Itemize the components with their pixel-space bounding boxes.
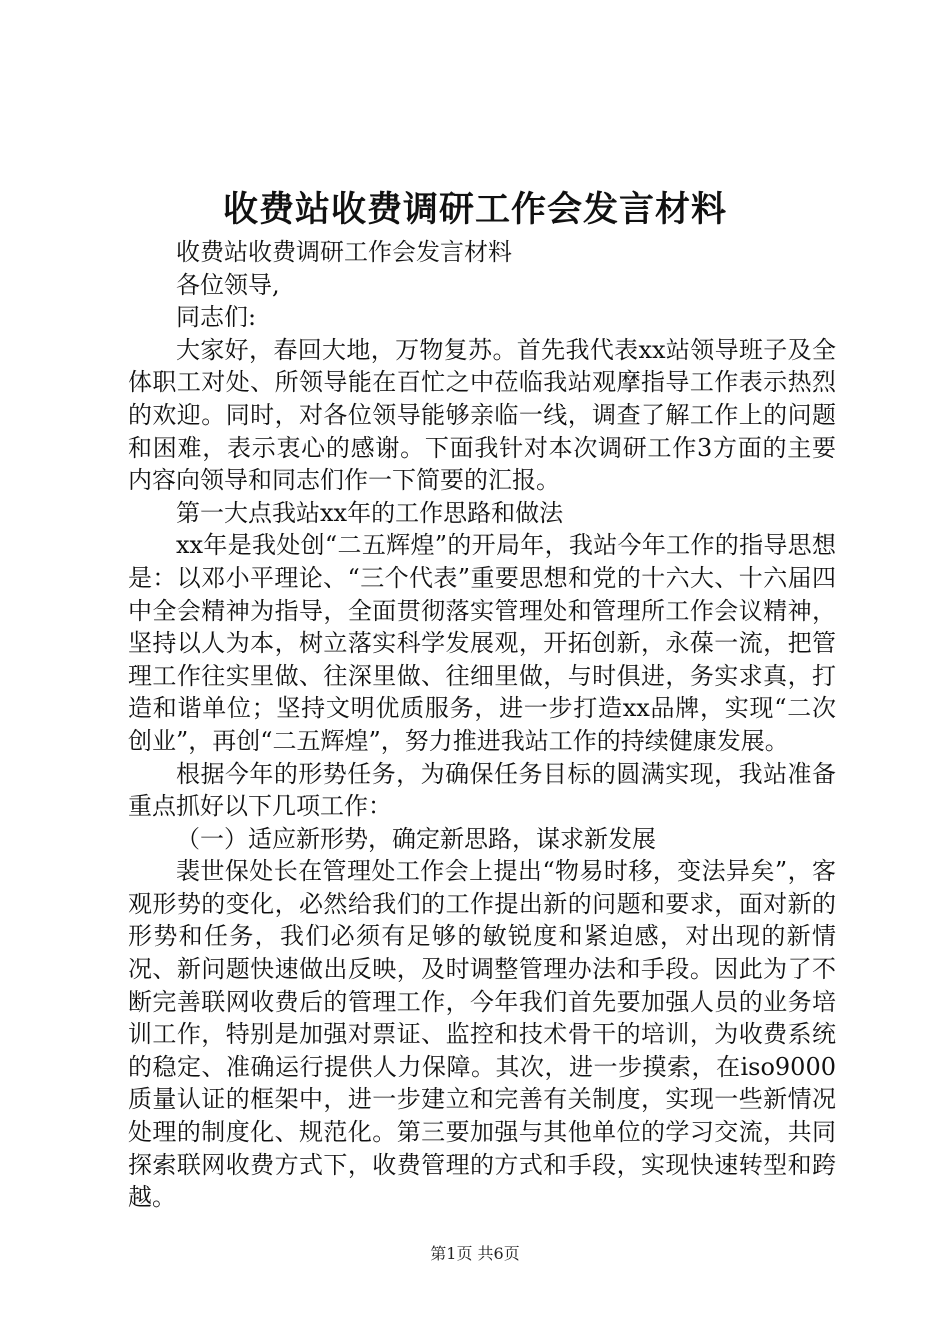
- paragraph-subtitle: 收费站收费调研工作会发言材料: [176, 238, 512, 266]
- document-body: [128, 236, 836, 1214]
- paragraph-guiding-ideology: xx年是我处创“二五辉煌”的开局年，我站今年工作的指导思想是：以邓小平理论、“三个代表”重要思想和党的十六大、十六届四中全会精神为指导，全面贯彻落实管理处和管理所工作会议精神，坚持以人为本，树立落实科学发展观，开拓创新，永葆一流，把管理工作往实里做、往深里做、往细里做，与时俱进，务实求真，打造和谐单位；坚持文明优质服务，进一步打造xx品牌，实现“二次创业”，再创“二五辉煌”，努力推进我站工作的持续健康发展。: [128, 531, 836, 755]
- section-heading-1: 第一大点我站xx年的工作思路和做法: [176, 498, 564, 527]
- paragraph-new-situation: 裴世保处长在管理处工作会上提出“物易时移，变法异矣”，客观形势的变化，必然给我们的工作提出新的问题和要求，面对新的形势和任务，我们必须有足够的敏锐度和紧迫感，对出现的新情况、新问题快速做出反映，及时调整管理办法和手段。因此为了不断完善联网收费后的管理工作，今年我们首先要加强人员的业务培训工作，特别是加强对票证、监控和技术骨干的培训，为收费系统的稳定、准确运行提供人力保障。其次，进一步摸索，在iso9000质量认证的框架中，进一步建立和完善有关制度，实现一些新情况处理的制度化、规范化。第三要加强与其他单位的学习交流，共同探索联网收费方式下，收费管理的方式和手段，实现快速转型和跨越。: [128, 857, 836, 1212]
- document-title: 收费站收费调研工作会发言材料: [222, 189, 727, 230]
- paragraph-opening: 大家好，春回大地，万物复苏。首先我代表xx站领导班子及全体职工对处、所领导能在百忙之中莅临我站观摩指导工作表示热烈的欢迎。同时，对各位领导能够亲临一线，调查了解工作上的问题和困难，表示衷心的感谢。下面我针对本次调研工作3方面的主要内容向领导和同志们作一下简要的汇报。: [128, 335, 836, 495]
- paragraph-salutation-leaders: 各位领导,: [176, 270, 280, 299]
- paragraph-salutation-comrades: 同志们:: [176, 303, 257, 332]
- paragraph-key-tasks-intro: 根据今年的形势任务，为确保任务目标的圆满实现，我站准备重点抓好以下几项工作：: [128, 759, 836, 821]
- subsection-heading-1: （一）适应新形势，确定新思路，谋求新发展: [176, 824, 656, 853]
- page-footer: 第1页 共6页: [430, 1244, 520, 1263]
